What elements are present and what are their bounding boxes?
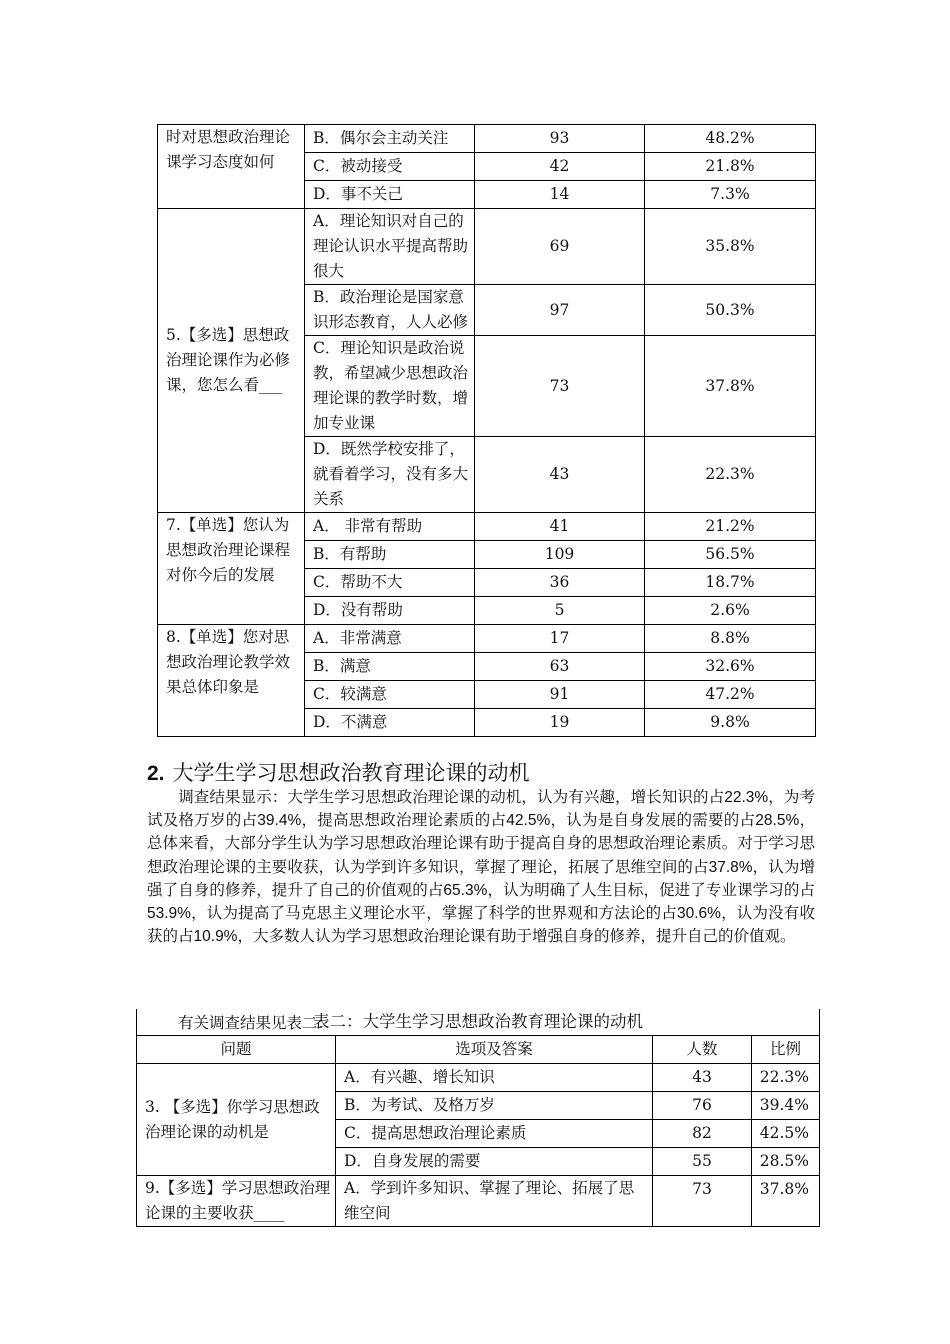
option-cell: D．事不关己 (305, 181, 475, 209)
option-cell: B．有帮助 (305, 541, 475, 569)
option-cell: A．学到许多知识、掌握了理论、拓展了思维空间 (336, 1176, 653, 1227)
percent-cell: 37.8% (752, 1176, 820, 1227)
count-cell: 19 (475, 709, 645, 737)
table-row (158, 625, 816, 653)
header-count: 人数 (653, 1036, 752, 1064)
count-cell: 14 (475, 181, 645, 209)
table-caption-row (137, 1009, 820, 1036)
text-run: ，认为增强了自身的修养，提升了自己的价值观的占 (147, 857, 815, 899)
question-cell: 8.【单选】您对思想政治理论教学效果总体印象是 (158, 625, 305, 737)
table-row (158, 209, 816, 285)
percent-cell: 2.6% (645, 597, 816, 625)
table-row (158, 513, 816, 541)
table-row (137, 1064, 820, 1092)
question-cell: 3. 【多选】你学习思想政治理论课的动机是 (137, 1064, 336, 1176)
percent-cell: 28.5% (752, 1148, 820, 1176)
count-cell: 73 (475, 336, 645, 437)
option-cell: B．为考试、及格万岁 (336, 1092, 653, 1120)
count-cell: 43 (653, 1064, 752, 1092)
body-paragraph (147, 786, 815, 948)
percent-cell: 22.3% (645, 437, 816, 513)
count-cell: 43 (475, 437, 645, 513)
percent-cell: 35.8% (645, 209, 816, 285)
text-run: ，认为明确了人生目标，促进了专业课学习的占 (487, 880, 815, 899)
option-cell: B．偶尔会主动关注 (305, 125, 475, 153)
percent-cell: 7.3% (645, 181, 816, 209)
table-reference-note: 有关调查结果见表二： (178, 1014, 334, 1032)
percent-cell: 42.5% (752, 1120, 820, 1148)
percent-cell: 56.5% (645, 541, 816, 569)
survey-table-1 (157, 124, 816, 737)
count-cell: 82 (653, 1120, 752, 1148)
count-cell: 93 (475, 125, 645, 153)
text-run: ，认为是自身发展的需要的占 (550, 811, 756, 830)
stat-value: 37.8% (708, 858, 753, 876)
header-percent: 比例 (752, 1036, 820, 1064)
stat-value: 39.4% (257, 812, 302, 830)
question-cell: 5.【多选】思想政治理论课作为必修课，您怎么看___ (158, 209, 305, 513)
percent-cell: 9.8% (645, 709, 816, 737)
option-cell: A．理论知识对自己的理论认识水平提高帮助很大 (305, 209, 475, 285)
option-cell: A． 非常有帮助 (305, 513, 475, 541)
text-run: ，认为没有收获的占 (147, 904, 815, 946)
option-cell: A．有兴趣、增长知识 (336, 1064, 653, 1092)
count-cell: 69 (475, 209, 645, 285)
option-cell: D．没有帮助 (305, 597, 475, 625)
header-option: 选项及答案 (336, 1036, 653, 1064)
option-cell: C．帮助不大 (305, 569, 475, 597)
count-cell: 63 (475, 653, 645, 681)
count-cell: 55 (653, 1148, 752, 1176)
question-cell: 9.【多选】学习思想政治理论课的主要收获____ (137, 1176, 336, 1227)
percent-cell: 32.6% (645, 653, 816, 681)
count-cell: 5 (475, 597, 645, 625)
stat-value: 30.6% (676, 905, 721, 923)
text-run: ，为考试及格万岁的占 (147, 788, 815, 830)
table-caption: 表二：大学生学习思想政治教育理论课的动机 (137, 1009, 820, 1036)
text-run: 调查结果显示：大学生学习思想政治理论课的动机，认为有兴趣，增长知识的占 (147, 788, 725, 806)
option-cell: A．非常满意 (305, 625, 475, 653)
percent-cell: 21.2% (645, 513, 816, 541)
stat-value: 28.5% (755, 812, 800, 830)
text-run: ，认为提高了马克思主义理论水平，掌握了科学的世界观和方法论的占 (190, 904, 677, 923)
text-run: ，提高思想政治理论素质的占 (301, 811, 507, 830)
option-cell: D．不满意 (305, 709, 475, 737)
percent-cell: 22.3% (752, 1064, 820, 1092)
stat-value: 10.9% (193, 928, 238, 946)
table-header-row (137, 1036, 820, 1064)
percent-cell: 50.3% (645, 285, 816, 336)
option-cell: D．既然学校安排了，就看着学习，没有多大关系 (305, 437, 475, 513)
count-cell: 42 (475, 153, 645, 181)
stat-value: 65.3% (443, 881, 488, 899)
count-cell: 91 (475, 681, 645, 709)
question-cell: 时对思想政治理论课学习态度如何 (158, 125, 305, 209)
question-cell: 7.【单选】您认为思想政治理论课程对你今后的发展 (158, 513, 305, 625)
option-cell: B．满意 (305, 653, 475, 681)
option-cell: C．提高思想政治理论素质 (336, 1120, 653, 1148)
percent-cell: 21.8% (645, 153, 816, 181)
stat-value: 42.5% (506, 812, 551, 830)
option-cell: C．较满意 (305, 681, 475, 709)
section-number: 2. (147, 762, 165, 785)
percent-cell: 39.4% (752, 1092, 820, 1120)
option-cell: C．理论知识是政治说教，希望减少思想政治理论课的教学时数，增加专业课 (305, 336, 475, 437)
count-cell: 73 (653, 1176, 752, 1227)
percent-cell: 48.2% (645, 125, 816, 153)
table-row (137, 1176, 820, 1227)
percent-cell: 18.7% (645, 569, 816, 597)
count-cell: 36 (475, 569, 645, 597)
count-cell: 41 (475, 513, 645, 541)
count-cell: 109 (475, 541, 645, 569)
option-cell: B．政治理论是国家意识形态教育，人人必修 (305, 285, 475, 336)
option-cell: C．被动接受 (305, 153, 475, 181)
count-cell: 76 (653, 1092, 752, 1120)
survey-table-2 (136, 1009, 820, 1227)
percent-cell: 47.2% (645, 681, 816, 709)
section-heading (147, 759, 530, 788)
percent-cell: 37.8% (645, 336, 816, 437)
count-cell: 97 (475, 285, 645, 336)
text-run: ，大多数人认为学习思想政治理论课有助于增强自身的修养，提升自己的价值观。 (237, 927, 796, 946)
text-run: ，总体来看，大部分学生认为学习思想政治理论课有助于提高自身的思想政治理论素质。对于学习思想政治理论课的主要收获，认为学到许多知识，掌握了理论，拓展了思维空间的占 (147, 811, 815, 876)
table-row (158, 125, 816, 153)
header-question: 问题 (137, 1036, 336, 1064)
percent-cell: 8.8% (645, 625, 816, 653)
stat-value: 53.9% (147, 905, 191, 923)
section-title: 大学生学习思想政治教育理论课的动机 (172, 761, 530, 785)
stat-value: 22.3% (724, 789, 769, 806)
count-cell: 17 (475, 625, 645, 653)
option-cell: D．自身发展的需要 (336, 1148, 653, 1176)
